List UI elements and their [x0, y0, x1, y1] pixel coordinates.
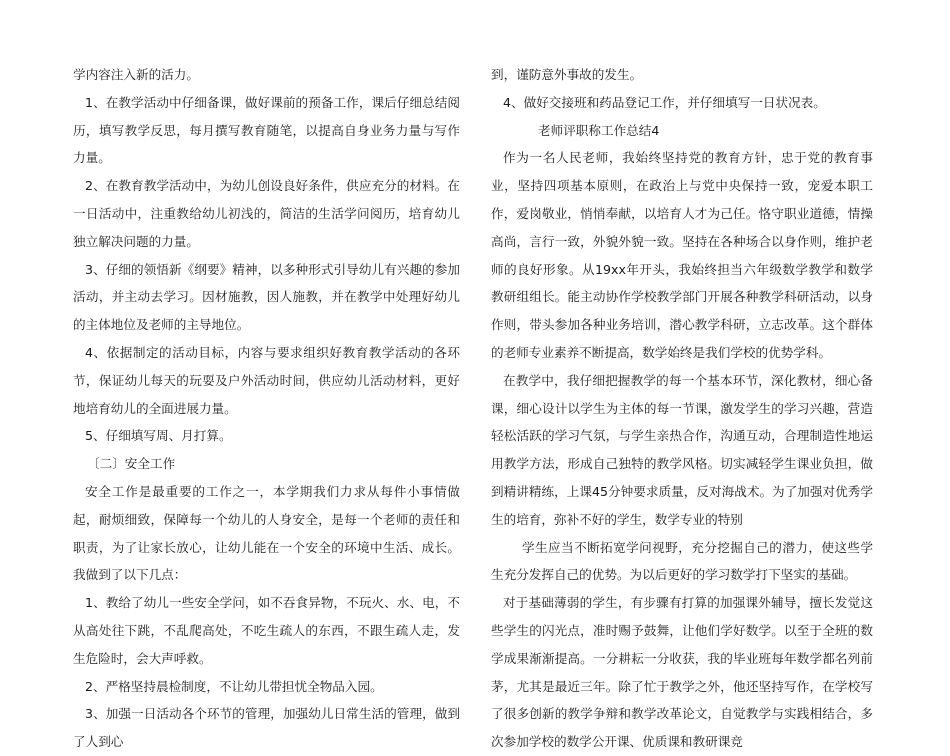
paragraph: 在教学中，我仔细把握教学的每一个基本环节，深化教材，细心备课，细心设计以学生为主体的每一节课，激发学生的学习兴趣，营造轻松活跃的学习气氛，与学生亲热合作，沟通互动，合理制造性地运用教学方法，形成自己独特的教学风格。切实减轻学生课业负担，做到精讲精练，上课45分钟要求质量，反对海战术。为了加强对优秀学生的培育，弥补不好的学生，数学专业的特别 — [491, 372, 873, 527]
paragraph: 4、依据制定的活动目标，内容与要求组织好教育教学活动的各环节，保证幼儿每天的玩耍及户外活动时间，供应幼儿活动材料，更好地培育幼儿的全面进展力量。 — [73, 344, 460, 416]
paragraph: 到，谨防意外事故的发生。 — [491, 67, 643, 82]
left-text-column — [73, 61, 460, 756]
paragraph: 学生应当不断拓宽学问视野，充分挖掘自己的潜力，使这些学生充分发挥自己的优势。为以后更好的学习数学打下坚实的基础。 — [491, 539, 873, 583]
section-heading: 〔二〕安全工作 — [87, 456, 176, 472]
paragraph: 安全工作是最重要的工作之一，本学期我们力求从每件小事情做起，耐烦细致，保障每一个幼儿的人身安全，是每一个老师的责任和职责，为了让家长放心，让幼儿能在一个安全的环境中生活、成长。我做到了以下几点： — [73, 483, 460, 583]
paragraph: 1、教给了幼儿一些安全学问，如不吞食异物，不玩火、水、电，不从高处往下跳，不乱爬高处，不吃生疏人的东西，不跟生疏人走，发生危险时，会大声呼救。 — [73, 595, 460, 666]
paragraph: 3、加强一日活动各个环节的管理，加强幼儿日常生活的管理，做到了人到心 — [73, 706, 460, 750]
right-text-column — [491, 61, 873, 756]
paragraph: 5、仔细填写周、月打算。 — [85, 428, 232, 444]
paragraph: 学内容注入新的活力。 — [73, 67, 199, 82]
section-title: 老师评职称工作总结4 — [538, 122, 660, 138]
paragraph: 作为一名人民老师，我始终坚持党的教育方针，忠于党的教育事业，坚持四项基本原则，在政治上与党中央保持一致，宠爱本职工作，爱岗敬业，悄悄奉献，以培育人才为己任。恪守职业道德，情操高尚，言行一致，外貌外貌一致。坚持在各种场合以身作则，维护老师的良好形象。从19xx年开头，我始终担当六年级数学教学和数学教研组组长。能主动协作学校教学部门开展各种教学科研活动，以身作则，带头参加各种业务培训，潜心教学科研，立志改革。这个群体的老师专业素养不断提高，数学始终是我们学校的优势学科。 — [491, 150, 873, 360]
paragraph: 1、在教学活动中仔细备课，做好课前的预备工作，课后仔细总结阅历，填写教学反思，每月撰写教育随笔，以提高自身业务力量与写作力量。 — [73, 94, 460, 166]
paragraph: 2、在教育教学活动中，为幼儿创设良好条件，供应充分的材料。在一日活动中，注重教给幼儿初浅的，简洁的生活学问阅历，培育幼儿独立解决问题的力量。 — [73, 178, 460, 249]
paragraph: 对于基础薄弱的学生，有步骤有打算的加强课外辅导，擅长发觉这些学生的闪光点，准时赐予鼓舞，让他们学好数学。以至于全班的数学成果渐渐提高。一分耕耘一分收获，我的毕业班每年数学都名列前茅，尤其是最近三年。除了忙于教学之外，他还坚持写作，在学校写了很多创新的教学争辩和教学改革论文，自觉教学与实践相结合，多次参加学校的数学公开课、优质课和教研课竞 — [491, 595, 873, 750]
paragraph: 2、严格坚持晨检制度，不让幼儿带担忧全物品入园。 — [85, 678, 383, 694]
paragraph: 4、做好交接班和药品登记工作，并仔细填写一日状况表。 — [503, 94, 826, 110]
paragraph: 3、仔细的领悟新《纲要》精神，以多种形式引导幼儿有兴趣的参加活动，并主动去学习。因材施教，因人施教，并在教学中处理好幼儿的主体地位及老师的主导地位。 — [73, 261, 460, 333]
